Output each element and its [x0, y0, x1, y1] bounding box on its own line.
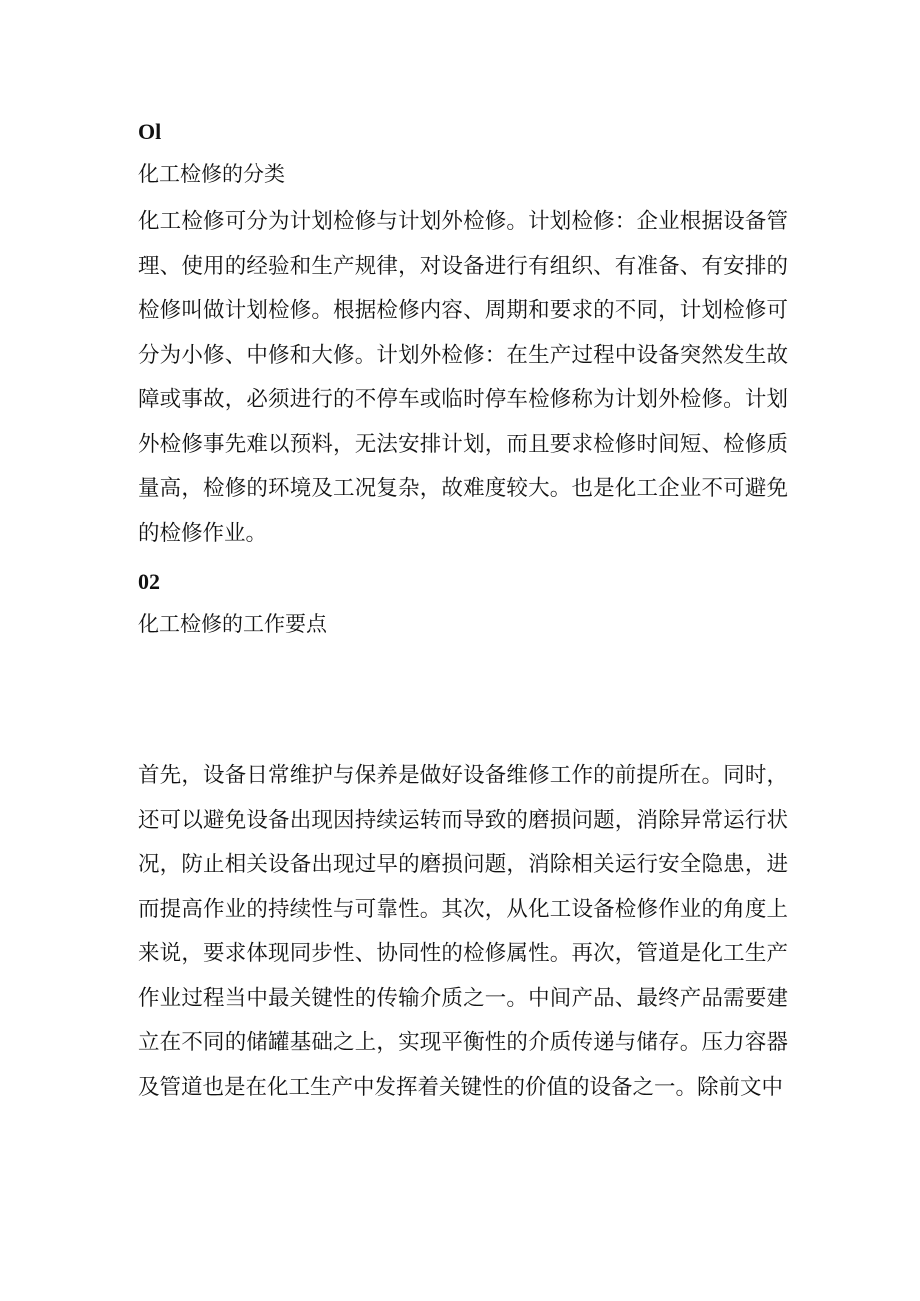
section-2-number: 02 [138, 569, 160, 594]
section-1-heading: 化工检修的分类 [138, 162, 285, 186]
section-1-number: Ol [138, 119, 162, 144]
section-1 [138, 116, 788, 556]
blank-space [138, 650, 788, 754]
section-2-body: 首先，设备日常维护与保养是做好设备维修工作的前提所在。同时，还可以避免设备出现因持续运转而导致的磨损问题，消除异常运行状况，防止相关设备出现过早的磨损问题，消除相关运行安全隐患，进而提高作业的持续性与可靠性。其次，从化工设备检修作业的角度上来说，要求体现同步性、协同性的检修属性。再次，管道是化工生产作业过程当中最关键性的传输介质之一。中间产品、最终产品需要建立在不同的储罐基础之上，实现平衡性的介质传递与储存。压力容器及管道也是在化工生产中发挥着关键性的价值的设备之一。除前文中 [138, 763, 788, 1100]
section-2 [138, 566, 788, 1110]
document-page [138, 116, 788, 1110]
section-1-body: 化工检修可分为计划检修与计划外检修。计划检修：企业根据设备管理、使用的经验和生产规律，对设备进行有组织、有准备、有安排的检修叫做计划检修。根据检修内容、周期和要求的不同，计划检修可分为小修、中修和大修。计划外检修：在生产过程中设备突然发生故障或事故，必须进行的不停车或临时停车检修称为计划外检修。计划外检修事先难以预料，无法安排计划，而且要求检修时间短、检修质量高，检修的环境及工况复杂，故难度较大。也是化工企业不可避免的检修作业。 [138, 209, 788, 546]
section-2-heading: 化工检修的工作要点 [138, 612, 327, 636]
